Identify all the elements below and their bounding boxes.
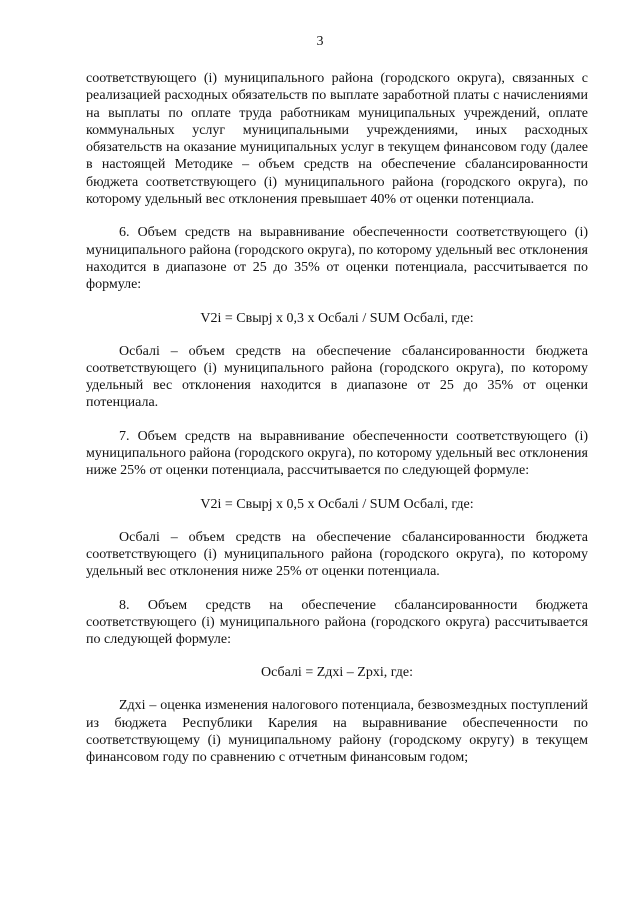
document-body	[86, 70, 588, 767]
formula-osbal: Осбалі = Zдхі – Zрхі, где:	[260, 665, 413, 681]
paragraph-osbal-definition-2: Осбалі – объем средств на обеспечение сбалансированности бюджета соответствующего (i) муниципального района (городского округа), по которому удельный вес отклонения ниже 25% от оценки потенциала.	[86, 529, 588, 580]
paragraph-item-6: 6. Объем средств на выравнивание обеспеченности соответствующего (i) муниципального района (городского округа), по которому удельный вес отклонения находится в диапазоне от 25 до 35% от оценки потенциала, рассчитывается по формуле:	[86, 225, 588, 293]
page-number: 3	[316, 34, 324, 49]
paragraph-item-8: 8. Объем средств на обеспечение сбалансированности бюджета соответствующего (i) муниципального района (городского округа) рассчитывается по следующей формуле:	[86, 597, 588, 648]
paragraph-item-7: 7. Объем средств на выравнивание обеспеченности соответствующего (i) муниципального района (городского округа), по которому удельный вес отклонения ниже 25% от оценки потенциала, рассчитывается по следующей формуле:	[86, 428, 588, 479]
paragraph-osbal-definition-1: Осбалі – объем средств на обеспечение сбалансированности бюджета соответствующего (i) муниципального района (городского округа), по которому удельный вес отклонения находится в диапазоне от 25 до 35% от оценки потенциала.	[86, 343, 588, 411]
formula-v2i-0-3: V2i = Свырј x 0,3 x Осбалі / SUM Осбалі, где:	[200, 310, 474, 326]
formula-v2i-0-5: V2i = Свырј x 0,5 x Осбалі / SUM Осбалі, где:	[200, 496, 474, 512]
paragraph-continuation: соответствующего (i) муниципального района (городского округа), связанных с реализацией расходных обязательств по выплате заработной платы с начислениями на выплаты по оплате труда работникам муниципальных учреждений, оплате коммунальных услуг муниципальными учреждениями, иных расходных обязательств на оказание муниципальных услуг в текущем финансовом году (далее в настоящей Методике – объем средств на обеспечение сбалансированности бюджета соответствующего (i) муниципального района (городского округа), по которому удельный вес отклонения превышает 40% от оценки потенциала.	[86, 71, 588, 208]
paragraph-zdxi-definition: Zдхі – оценка изменения налогового потенциала, безвозмездных поступлений из бюджета Республики Карелия на выравнивание обеспеченности по соответствующему (i) муниципальному району (городскому округу) в текущем финансовом году по сравнению с отчетным финансовым годом;	[86, 698, 588, 766]
